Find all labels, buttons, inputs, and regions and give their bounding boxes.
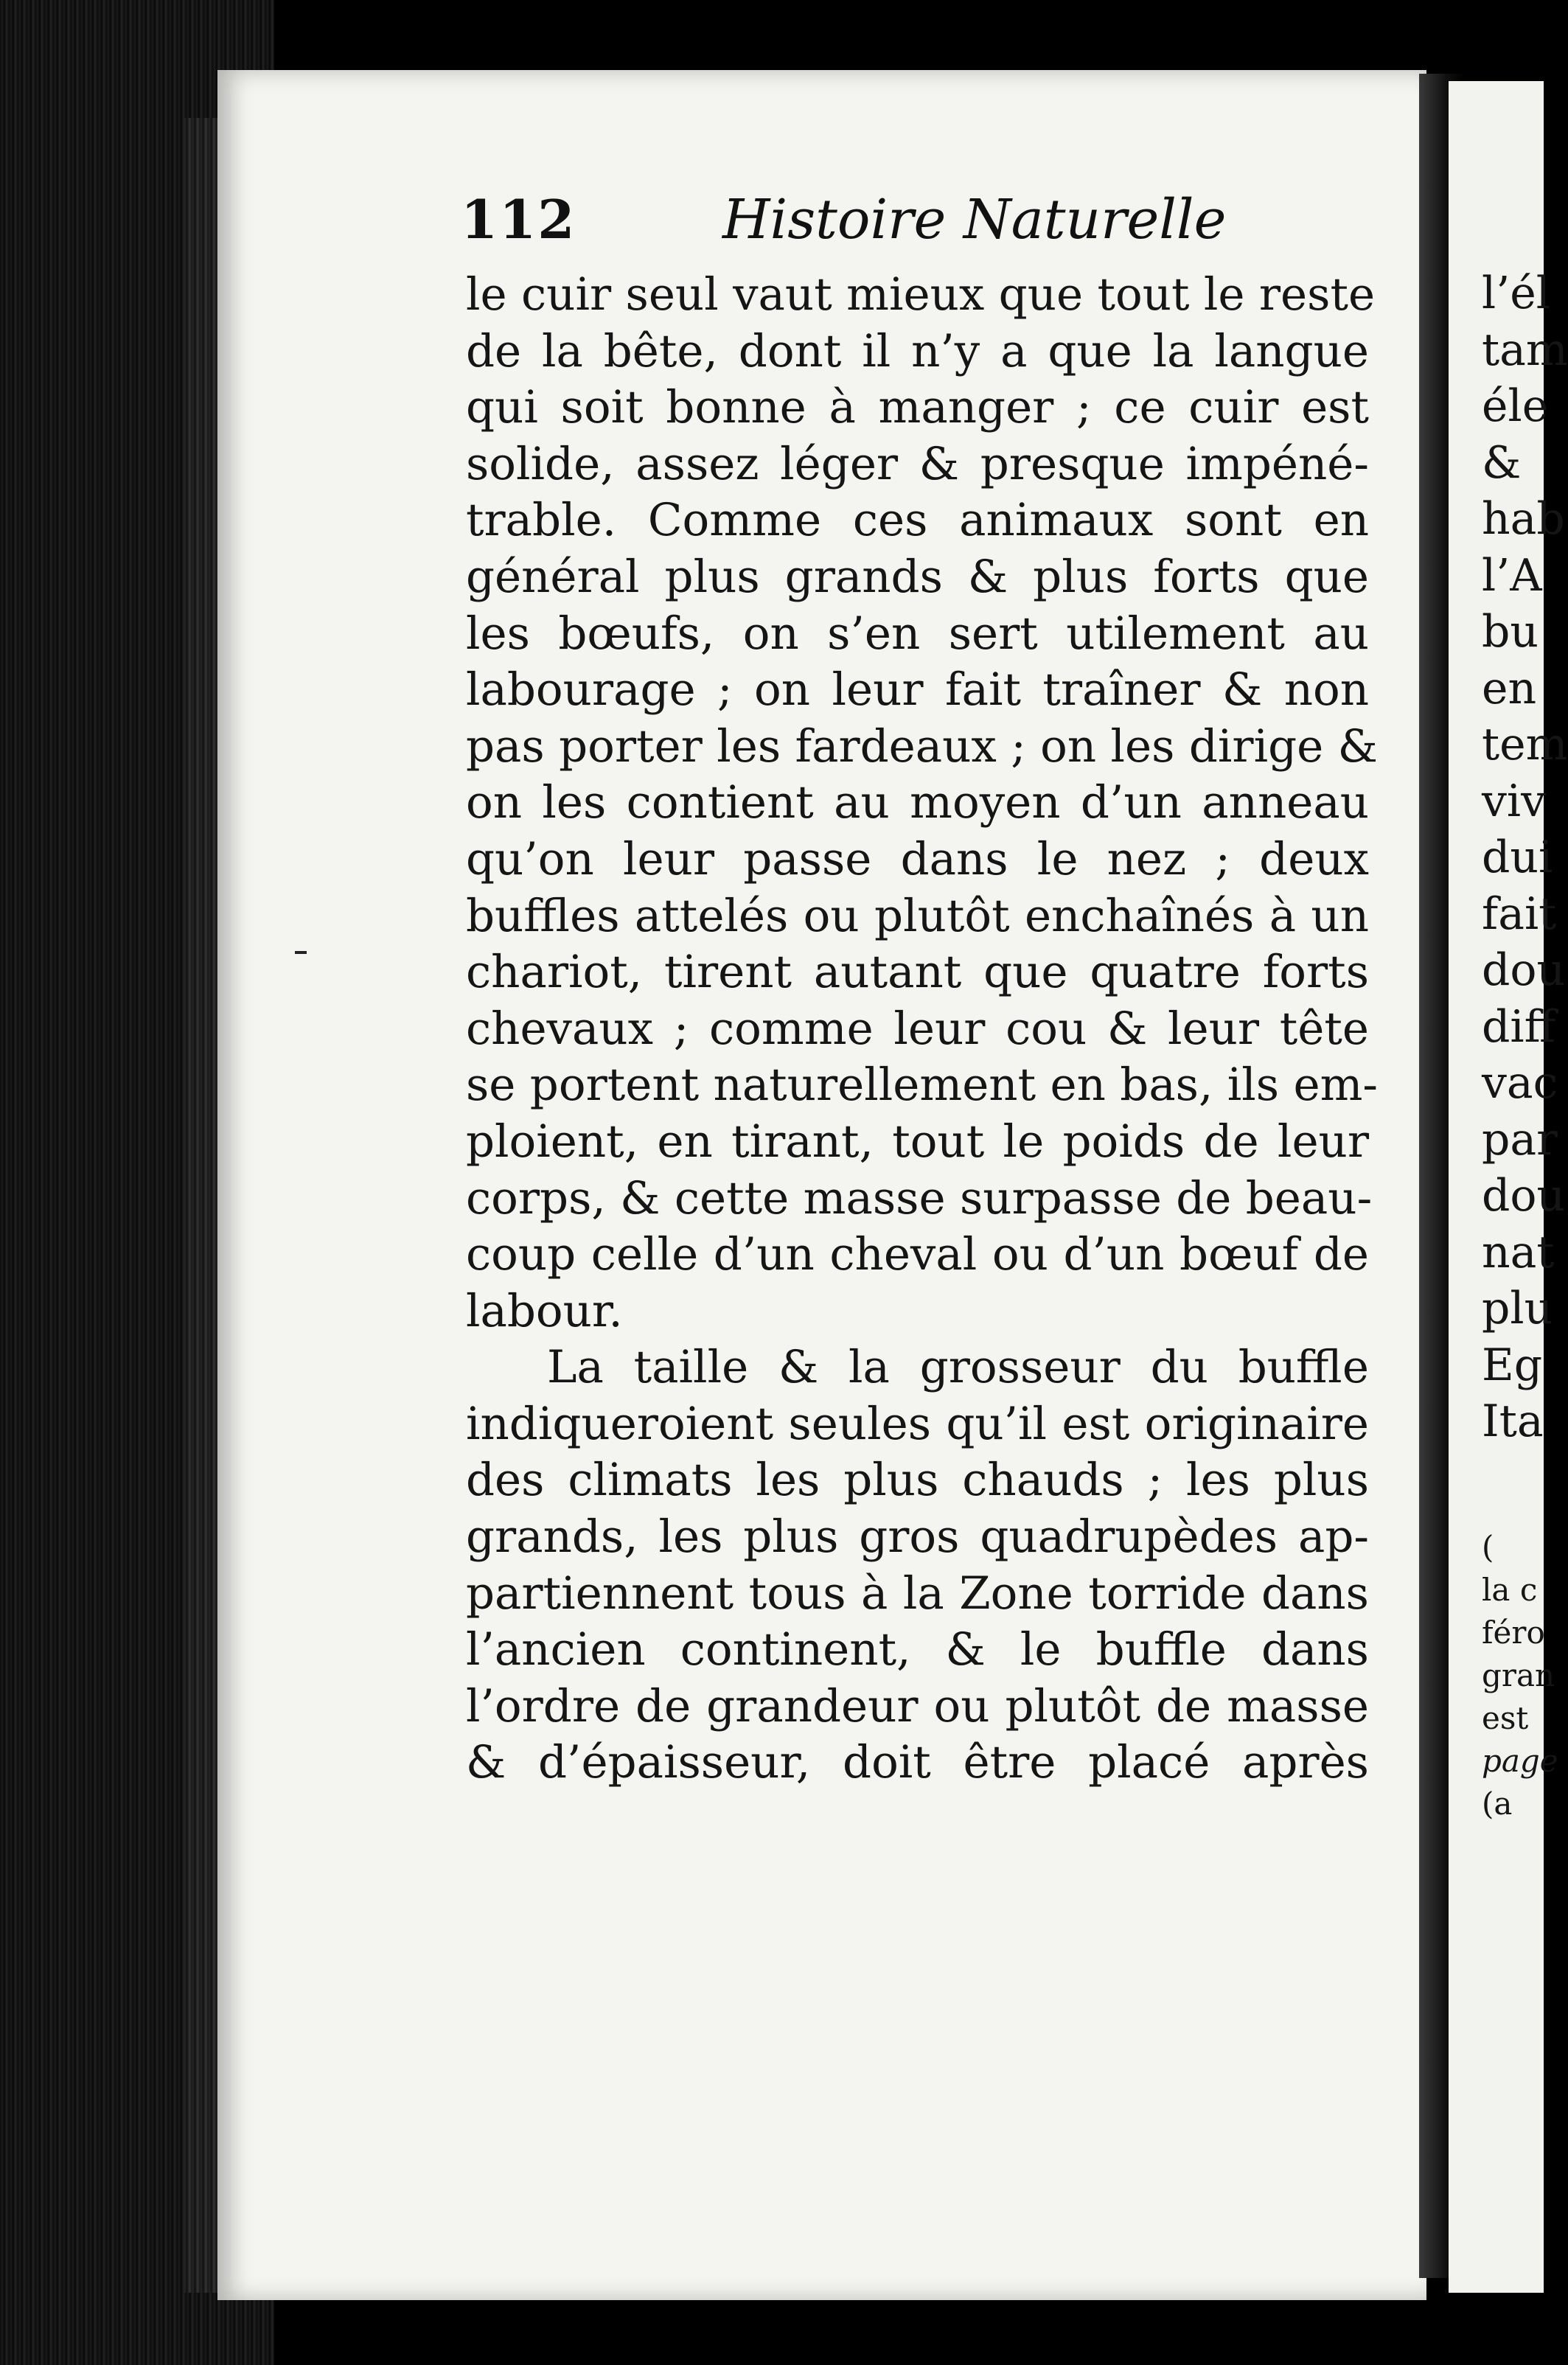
facing-text-line: diff xyxy=(1482,1000,1556,1053)
facing-text-line: plu xyxy=(1482,1283,1553,1334)
facing-text-line: en xyxy=(1482,662,1537,714)
facing-text-line: bu xyxy=(1482,606,1539,658)
text-line: corps, & cette masse surpasse de beau- xyxy=(466,1171,1373,1225)
facing-footnote-line: féro xyxy=(1482,1615,1545,1651)
text-line: se portent naturellement en bas, ils em- xyxy=(466,1059,1379,1112)
text-line: partiennent tous à la Zone torride dans xyxy=(466,1567,1369,1620)
text-line: ploient, en tirant, tout le poids de leur xyxy=(466,1115,1369,1168)
facing-footnote-line: la c xyxy=(1482,1572,1538,1608)
facing-text-line: dui xyxy=(1482,832,1553,883)
text-line: La taille & la grosseur du buffle xyxy=(547,1341,1369,1394)
facing-text-line: & xyxy=(1482,436,1522,489)
facing-text-line: Eg xyxy=(1482,1339,1543,1391)
text-line: & d’épaisseur, doit être placé après xyxy=(466,1736,1369,1789)
running-title: Histoire Naturelle xyxy=(722,188,1227,251)
text-line: solide, assez léger & presque impéné- xyxy=(466,437,1369,490)
text-line: général plus grands & plus forts que xyxy=(466,550,1369,603)
facing-text-line: viv xyxy=(1482,775,1546,827)
facing-text-line: l’él xyxy=(1482,268,1550,319)
text-line: labour. xyxy=(466,1284,623,1337)
text-line: l’ancien continent, & le buffle dans xyxy=(466,1623,1369,1676)
text-line: le cuir seul vaut mieux que tout le reste xyxy=(466,268,1376,321)
facing-text-line: l’A xyxy=(1482,549,1542,602)
facing-text-line: hab xyxy=(1482,493,1565,545)
margin-mark xyxy=(295,951,307,954)
facing-page-text xyxy=(1449,265,1568,1450)
facing-footnote-line: (a xyxy=(1482,1786,1513,1822)
text-line: grands, les plus gros quadrupèdes ap- xyxy=(466,1511,1369,1564)
page-header xyxy=(461,188,1360,254)
text-line: indiqueroient seules qu’il est originaire xyxy=(466,1397,1369,1450)
text-line: trable. Comme ces animaux sont en xyxy=(466,494,1369,547)
facing-text-line: vac xyxy=(1482,1057,1558,1109)
text-line: on les contient au moyen d’un anneau xyxy=(466,776,1369,829)
facing-text-line: fait xyxy=(1482,888,1557,940)
facing-page-footnotes xyxy=(1449,1526,1558,1825)
text-line: coup celle d’un cheval ou d’un bœuf de xyxy=(466,1228,1369,1281)
facing-text-line: nat xyxy=(1482,1226,1555,1278)
facing-text-line: tem xyxy=(1482,719,1568,770)
text-line: pas porter les fardeaux ; on les dirige & xyxy=(466,720,1378,773)
text-line: qui soit bonne à manger ; ce cuir est xyxy=(466,381,1369,434)
text-line: les bœufs, on s’en sert utilement au xyxy=(466,607,1369,660)
facing-text-line: Ita xyxy=(1482,1396,1544,1447)
text-line: labourage ; on leur fait traîner & non xyxy=(466,663,1369,717)
page-number: 112 xyxy=(461,188,576,251)
facing-footnote-line: gran xyxy=(1482,1657,1555,1693)
facing-footnote-line: est xyxy=(1482,1700,1529,1736)
facing-text-line: éle xyxy=(1482,380,1549,432)
body-text xyxy=(466,267,1379,1791)
text-line: de la bête, dont il n’y a que la langue xyxy=(466,324,1369,377)
facing-footnote-line: page xyxy=(1482,1743,1558,1779)
facing-text-line: par xyxy=(1482,1113,1558,1166)
facing-footnote-line: ( xyxy=(1482,1529,1494,1565)
text-line: chariot, tirent autant que quatre forts xyxy=(466,946,1369,999)
facing-text-line: tam xyxy=(1482,324,1568,376)
facing-text-line: dou xyxy=(1482,1170,1566,1222)
text-line: l’ordre de grandeur ou plutôt de masse xyxy=(466,1679,1369,1732)
text-line: chevaux ; comme leur cou & leur tête xyxy=(466,1002,1369,1055)
facing-page xyxy=(1449,81,1568,2293)
text-line: buffles attelés ou plutôt enchaînés à un xyxy=(466,889,1369,942)
text-line: qu’on leur passe dans le nez ; deux xyxy=(466,832,1369,885)
text-line: des climats les plus chauds ; les plus xyxy=(466,1454,1369,1507)
facing-text-line: dou xyxy=(1482,944,1566,996)
